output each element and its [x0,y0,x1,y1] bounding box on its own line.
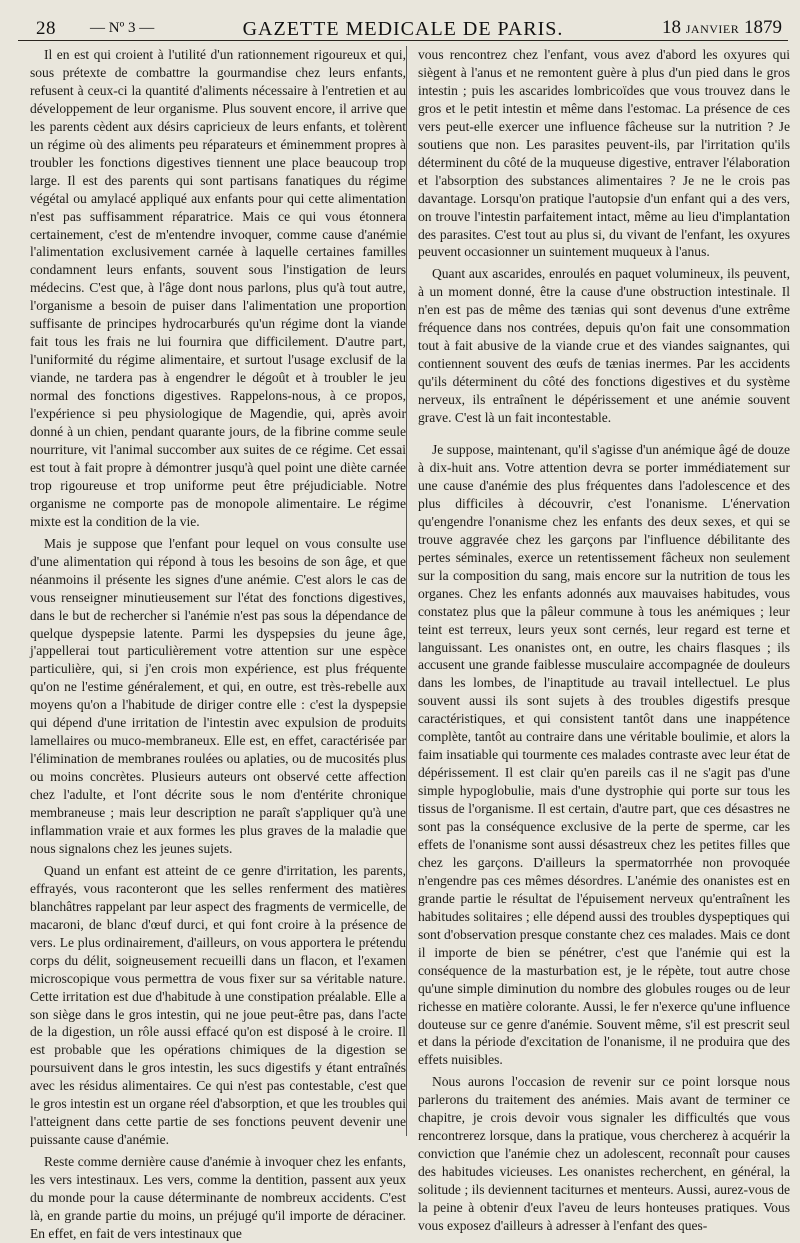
article-columns [18,46,790,1241]
paragraph: Je suppose, maintenant, qu'il s'agisse d'un anémique âgé de douze à dix-huit ans. Votre attention devra se porter immédiatement sur une cause d'anémie des plus fréquentes dans l'adolescence et des plus difficiles à découvrir, c'est l'onanisme. L'énervation qu'engendre l'onanisme chez les enfants des deux sexes, et qui se trouve aggravée chez les garçons par l'influence débilitante des pertes séminales, exerce un retentissement fâcheux non seulement sur la composition du sang, mais encore sur la nutrition de tous les organes. Chez les enfants adonnés aux mauvaises habitudes, vous constatez plus que la pâleur commune à tous les anémiques ; leur teint est terreux, leurs yeux sont cernés, leur regard est terne et languissant. Les onanistes ont, en outre, les chairs flasques ; ils accusent une grande faiblesse musculaire accompagnée de douleurs dans les lombes, de l'inaptitude au travail intellectuel. Le plus souvent aussi ils sont sujets à des troubles digestifs presque caractéristiques, et qui consistent tantôt dans une inappétence complète, tantôt au contraire dans une véritable boulimie, et alors la faim insatiable qui tourmente ces malades contraste avec leur état de dépérissement. Il est clair qu'en pareils cas il ne s'agit pas d'une simple hypoglobulie, mais d'une dystrophie qui porte sur tous les tissus de l'organisme. Il est certain, d'autre part, que ces désastres ne sont pas la conséquence exclusive de la perte de sperme, car les effets de l'onanisme sont aussi désastreux chez les petites filles que chez les garçons. D'ailleurs la spermatorrhée non provoquée n'engendre pas ces mêmes désordres. L'anémie des onanistes est en grande partie le résultat de l'épuisement nerveux qu'entraînent les habitudes solitaires ; elle dépend aussi des troubles dyspeptiques qui sont d'observation presque constante chez ces malades. Mais ce dont il importe de bien se pénétrer, c'est que l'anémie qui est la conséquence de la masturbation est, je le répète, tout autre chose qu'une simple diminution du nombre des globules rouges ou de leur richesse en matière colorante. Aussi, le fer n'exerce qu'une influence douteuse sur ce genre d'anémie. Souvent même, s'il est prescrit seul et dans la période d'excitation de l'onanisme, il ne produira que des effets nuisibles. [418,442,790,1068]
issue-date [662,17,782,39]
left-column [30,46,406,1241]
page-number: 28 [36,18,56,39]
right-column [418,46,790,1233]
paragraph: Reste comme dernière cause d'anémie à invoquer chez les enfants, les vers intestinaux. Les vers, comme la dentition, passent aux yeux du monde pour la cause déterminante de nombreux accidents. C'est là, en grande partie du moins, un préjugé qu'il importe de déraciner. En effet, en fait de vers intestinaux que [30,1154,406,1241]
date-day: 18 [662,17,681,38]
paragraph: Quand un enfant est atteint de ce genre d'irritation, les parents, effrayés, vous raconteront que les selles renferment des matières blanchâtres rappelant par leur aspect des fragments de vermicelle, de macaroni, de blanc d'œuf durci, et qui font croire à la présence de vers. Le plus ordinairement, d'ailleurs, on vous apportera le prétendu corps du délit, soigneusement recueilli dans un flacon, et l'examen microscopique vous permettra de vous fixer sur sa véritable nature. Cette irritation est due d'habitude à une constipation préalable. Elle a son siège dans le gros intestin, qui ne joue peut-être pas, dans l'acte de la digestion, un rôle aussi effacé qu'on est disposé à le croire. Il est probable que les opérations chimiques de la digestion se poursuivent dans le gros intestin, les sucs digestifs y étant entraînés avec les résidus alimentaires. Ce qui n'est pas contestable, c'est que le gros intestin est un organe réel d'absorption, et que les troubles qui l'atteignent dans cette partie de ses fonctions peuvent devenir une puissante cause d'anémie. [30,862,406,1148]
page-header [18,12,788,41]
column-divider [406,46,407,1136]
paragraph: vous rencontrez chez l'enfant, vous avez d'abord les oxyures qui siègent à l'anus et ne remontent guère à plus d'un pied dans le gros intestin ; puis les ascarides lombricoïdes que vous trouvez dans le gros et le petit intestin et même dans l'estomac. La présence de ces vers peut-elle exercer une influence fâcheuse sur la nutrition ? Je soutiens que non. Les parasites peuvent-ils, par l'irritation qu'ils déterminent du côté de la muqueuse digestive, entraver l'élaboration et l'absorption des substances alimentaires ? Je ne le crois pas davantage. Lorsqu'on pratique l'autopsie d'un enfant qui a des vers, on trouve l'intestin parfaitement intact, même au lieu d'implantation des parasites. C'est tout au plus si, du vivant de l'enfant, les oxyures peuvent occasionner un suintement muqueux à l'anus. [418,47,790,260]
paragraph: Quant aux ascarides, enroulés en paquet volumineux, ils peuvent, à un moment donné, être la cause d'une obstruction intestinale. Il n'en est pas de même des tænias qui sont devenus d'une extrême fréquence dans nos contrées, depuis qu'on fait une consommation tout à fait abusive de la viande crue et des viandes saignantes, qui contiennent souvent des œufs de tænias inermes. Par les accidents qu'ils déterminent du côté des fonctions digestives et du système nerveux, ils entraînent le dépérissement et une anémie souvent grave. C'est là un fait incontestable. [418,266,790,426]
issue-number: — Nº 3 — [90,20,155,36]
journal-title: GAZETTE MEDICALE DE PARIS. [242,18,564,40]
date-year: 1879 [744,17,782,38]
section-gap [418,431,790,441]
paragraph: Il en est qui croient à l'utilité d'un rationnement rigoureux et qui, sous prétexte de combattre la gourmandise chez leurs enfants, refusent à ceux-ci la quantité d'aliments nécessaire à l'entretien et au développement de leur organisme. Plus souvent encore, il arrive que les parents cèdent aux désirs capricieux de leurs enfants, et tolèrent un régime où des aliments peu réparateurs et éminemment propres à troubler les fonctions digestives tiennent une place beaucoup trop large. Il est des parents qui sont partisans fanatiques du régime végétal ou amylacé appliqué aux enfants pour qui cette alimentation n'est pas suffisamment réparatrice. Mais ce qui vous étonnera certainement, c'est de m'entendre invoquer, comme cause d'anémie l'alimentation exclusivement carnée à laquelle certaines familles condamnent leurs enfants, souvent sous l'instigation de leurs médecins. C'est que, à l'âge dont nous parlons, plus qu'à tout autre, l'organisme a besoin de puiser dans l'alimentation une proportion suffisante de principes hydrocarburés qu'un régime dont la viande fait tous les frais ne lui fournira que difficilement. D'autre part, l'uniformité du régime alimentaire, et surtout l'usage exclusif de la viande, ne tardera pas à engendrer le dégoût et à troubler le jeu normal des fonctions digestives. Rappelons-nous, à ce propos, l'expérience si peu physiologique de Magendie, qui, après avoir donné à un chien, pendant quarante jours, de la fibrine comme seule nourriture, vit l'animal succomber aux suites de ce régime. Cet essai est tout à fait propre à démontrer jusqu'à quel point une diète carnée trop rigoureuse et trop uniforme peut être préjudiciable. Notre organisme ne comporte pas de monopole alimentaire. Le régime mixte est la condition de la vie. [30,47,406,529]
paragraph: Nous aurons l'occasion de revenir sur ce point lorsque nous parlerons du traitement des anémies. Mais avant de terminer ce chapitre, je crois devoir vous signaler les difficultés que vous rencontrerez lorsque, dans la pratique, vous chercherez à acquérir la conviction que l'anémie chez un adolescent, reconnaît pour causes des habitudes vicieuses. Les onanistes recherchent, en général, la solitude ; ils deviennent taciturnes et menteurs. Aussi, aurez-vous de la peine à obtenir d'eux l'aveu de leurs honteuses pratiques. Vous vous exposez d'ailleurs à adresser à l'enfant des ques- [418,1074,790,1233]
date-month: JANVIER [685,22,740,36]
paragraph: Mais je suppose que l'enfant pour lequel on vous consulte use d'une alimentation qui répond à tous les besoins de son âge, et que néanmoins il présente les signes d'une anémie. C'est alors le cas de vous renseigner minutieusement sur l'état des fonctions digestives, dans le but de rechercher si l'anémie n'est pas sous la dépendance de quelque dyspepsie latente. Parmi les dyspepsies du jeune âge, j'appellerai tout particulièrement votre attention sur une espèce particulière, qui, si j'en crois mon expérience, est plus fréquente qu'on ne l'estime généralement, et qui, en outre, est très-rebelle aux moyens qu'on a l'habitude de diriger contre elle : c'est la dyspepsie qui dépend d'une irritation de l'intestin avec expulsion de produits lamellaires ou muco-membraneux. Elle est, en effet, caractérisée par l'élimination de membranes roulées ou aplaties, ou de mucosités plus ou moins concrètes. Plusieurs auteurs ont observé cette affection chez l'adulte, et l'ont décrite sous le nom d'entérite chronique membraneuse ; mais leur description ne paraît s'appliquer qu'à une inflammation vraie et aux formes les plus graves de la maladie que nous signalons chez les jeunes sujets. [30,535,406,856]
